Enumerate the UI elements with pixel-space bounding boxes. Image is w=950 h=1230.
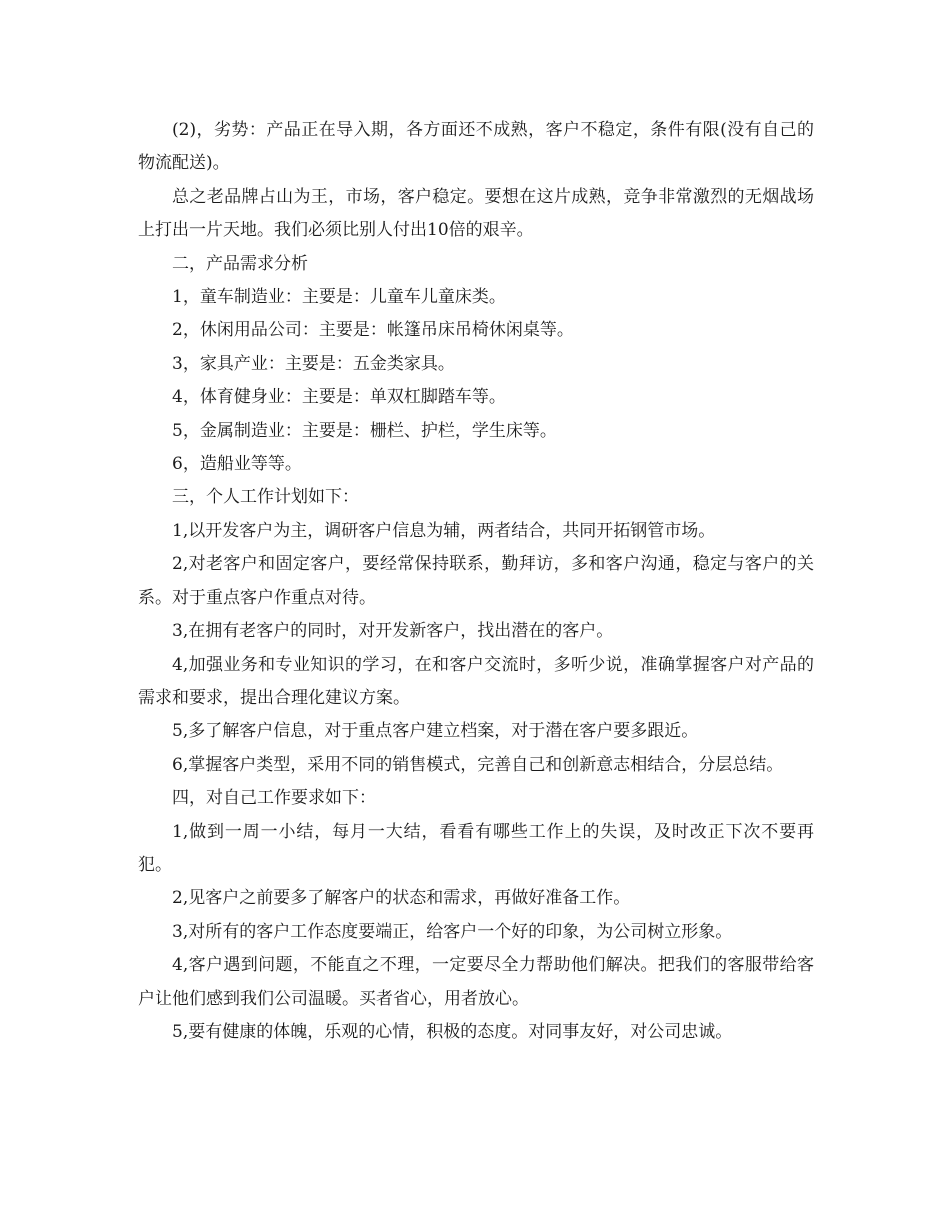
section-heading-demand-analysis: 二，产品需求分析 bbox=[172, 253, 308, 274]
list-item-plan-3: 3,在拥有老客户的同时，对开发新客户，找出潜在的客户。 bbox=[172, 621, 614, 642]
list-item-plan-4: 4,加强业务和专业知识的学习，在和客户交流时，多听少说，准确掌握客户对产品的需求和要求，提出合理化建议方案。 bbox=[138, 654, 814, 708]
section-heading-self-requirements: 四，对自己工作要求如下： bbox=[172, 788, 376, 809]
list-item-demand-4: 4，体育健身业：主要是：单双杠脚踏车等。 bbox=[172, 387, 506, 408]
list-item-requirement-4: 4,客户遇到问题，不能直之不理，一定要尽全力帮助他们解决。把我们的客服带给客户让他们感到我们公司温暖。买者省心，用者放心。 bbox=[138, 955, 814, 1009]
list-item-requirement-2: 2,见客户之前要多了解客户的状态和需求，再做好准备工作。 bbox=[172, 888, 631, 909]
list-item-demand-3: 3，家具产业：主要是：五金类家具。 bbox=[172, 353, 455, 374]
document-page bbox=[138, 114, 814, 1049]
list-item-demand-1: 1，童车制造业：主要是：儿童车儿童床类。 bbox=[172, 287, 506, 308]
paragraph-weakness: (2)，劣势：产品正在导入期，各方面还不成熟，客户不稳定，条件有限(没有自己的物流配送)。 bbox=[138, 120, 814, 174]
list-item-plan-2: 2,对老客户和固定客户，要经常保持联系，勤拜访，多和客户沟通，稳定与客户的关系。对于重点客户作重点对待。 bbox=[138, 554, 814, 608]
section-heading-work-plan: 三，个人工作计划如下： bbox=[172, 487, 359, 508]
list-item-demand-5: 5，金属制造业：主要是：栅栏、护栏，学生床等。 bbox=[172, 420, 557, 441]
list-item-requirement-3: 3,对所有的客户工作态度要端正，给客户一个好的印象，为公司树立形象。 bbox=[172, 921, 733, 942]
list-item-demand-2: 2，休闲用品公司：主要是：帐篷吊床吊椅休闲桌等。 bbox=[172, 320, 574, 341]
list-item-plan-1: 1,以开发客户为主，调研客户信息为辅，两者结合，共同开拓钢管市场。 bbox=[172, 520, 716, 541]
list-item-requirement-5: 5,要有健康的体魄，乐观的心情，积极的态度。对同事友好，对公司忠诚。 bbox=[172, 1021, 733, 1042]
list-item-requirement-1: 1,做到一周一小结，每月一大结，看看有哪些工作上的失误，及时改正下次不要再犯。 bbox=[138, 821, 814, 875]
paragraph-summary: 总之老品牌占山为王，市场，客户稳定。要想在这片成熟，竞争非常激烈的无烟战场上打出一片天地。我们必须比别人付出10倍的艰辛。 bbox=[138, 186, 814, 241]
list-item-plan-5: 5,多了解客户信息，对于重点客户建立档案，对于潜在客户要多跟近。 bbox=[172, 721, 699, 742]
list-item-demand-6: 6，造船业等等。 bbox=[172, 454, 302, 475]
list-item-plan-6: 6,掌握客户类型，采用不同的销售模式，完善自己和创新意志相结合，分层总结。 bbox=[172, 754, 784, 775]
